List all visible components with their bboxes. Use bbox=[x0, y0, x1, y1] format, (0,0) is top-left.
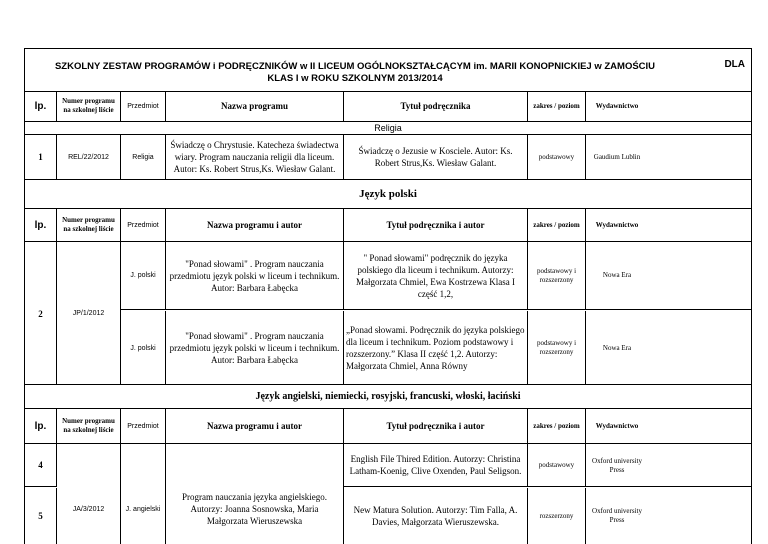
row1-wydawnictwo-label: Gaudium Lublin bbox=[593, 152, 641, 161]
row5-numer: JA/3/2012 bbox=[57, 444, 121, 544]
row4-lp: 4 bbox=[25, 444, 57, 487]
header3-zakres: zakres / poziom bbox=[528, 409, 586, 443]
row1-wydawnictwo bbox=[586, 135, 751, 179]
row4-wydawnictwo-label: Oxford university Press bbox=[592, 456, 642, 474]
header2-tytul: Tytuł podręcznika i autor bbox=[344, 209, 528, 241]
row1-zakres: podstawowy bbox=[528, 135, 586, 179]
row2-lp: 2 bbox=[25, 242, 57, 385]
row4-zakres: podstawowy bbox=[528, 444, 586, 487]
row4-wydawnictwo bbox=[586, 444, 751, 487]
document-title bbox=[25, 49, 751, 92]
table-row-religia bbox=[25, 135, 751, 180]
row2b bbox=[121, 311, 751, 385]
row2b-wydawnictwo bbox=[586, 311, 751, 385]
title-dla: DLA bbox=[724, 59, 745, 70]
row5-wydawnictwo-label: Oxford university Press bbox=[592, 507, 642, 524]
header2-zakres: zakres / poziom bbox=[528, 209, 586, 241]
row2b-przedmiot: J. polski bbox=[121, 311, 166, 385]
row5-nazwa: Program nauczania języka angielskiego. Autorzy: Joanna Sosnowska, Maria Małgorzata Wieruszewska bbox=[166, 444, 344, 544]
row5-zakres: rozszerzony bbox=[528, 488, 586, 544]
header-przedmiot: Przedmiot bbox=[121, 91, 166, 121]
header3-numer: Numer programu na szkolnej liście bbox=[57, 409, 121, 443]
header3-lp: lp. bbox=[25, 409, 57, 443]
row2a-wydawnictwo-label: Nowa Era bbox=[602, 271, 632, 279]
header-wydawnictwo-label: Wydawnictwo bbox=[595, 101, 639, 110]
section-obce: Język angielski, niemiecki, rosyjski, francuski, włoski, łaciński bbox=[25, 386, 751, 409]
table-row-polski bbox=[25, 242, 751, 385]
header3-wydawnictwo-label: Wydawnictwo bbox=[595, 421, 639, 430]
header3-nazwa: Nazwa programu i autor bbox=[166, 409, 344, 443]
row1-przedmiot: Religia bbox=[121, 135, 166, 179]
header-row-polski bbox=[25, 209, 751, 242]
header-wydawnictwo bbox=[586, 91, 751, 121]
row5-lp: 5 bbox=[25, 488, 57, 544]
header3-wydawnictwo bbox=[586, 409, 751, 443]
row2a-przedmiot: J. polski bbox=[121, 242, 166, 309]
row5-przedmiot: J. angielski bbox=[121, 444, 166, 544]
header2-nazwa: Nazwa programu i autor bbox=[166, 209, 344, 241]
document-sheet bbox=[24, 48, 752, 544]
row4-tytul: English File Thired Edition. Autorzy: Christina Latham-Koenig, Clive Oxenden, Paul Seligson. bbox=[344, 444, 528, 487]
section-polski: Język polski bbox=[25, 180, 751, 209]
row5-tytul: New Matura Solution. Autorzy: Tim Falla, A. Davies, Małgorzata Wieruszewska. bbox=[344, 488, 528, 544]
title-line-2: KLAS I w ROKU SZKOLNYM 2013/2014 bbox=[267, 73, 443, 84]
row1-nazwa: Świadczę o Chrystusie. Katecheza świadectwa wiary. Program nauczania religii dla liceum. Autor: Ks. Robert Strus,Ks. Wiesław Galant. bbox=[166, 135, 344, 179]
header2-lp: lp. bbox=[25, 209, 57, 241]
table-rows-angielski bbox=[25, 444, 751, 544]
row2-numer: JP/1/2012 bbox=[57, 242, 121, 385]
row2a-wydawnictwo bbox=[586, 242, 751, 309]
header2-wydawnictwo-label: Wydawnictwo bbox=[595, 220, 639, 229]
row2b-wydawnictwo-label: Nowa Era bbox=[602, 343, 632, 352]
header2-wydawnictwo bbox=[586, 209, 751, 241]
title-line-1: SZKOLNY ZESTAW PROGRAMÓW i PODRĘCZNIKÓW w II LICEUM OGÓLNOKSZTAŁCĄCYM im. MARII KONOPNICKIEJ w ZAMOŚCIU bbox=[54, 61, 656, 72]
header-nazwa: Nazwa programu bbox=[166, 91, 344, 121]
table-row-5 bbox=[25, 488, 751, 544]
row1-numer: REL/22/2012 bbox=[57, 135, 121, 179]
row1-lp: 1 bbox=[25, 135, 57, 179]
row1-tytul: Świadczę o Jezusie w Kosciele. Autor: Ks. Robert Strus,Ks. Wiesław Galant. bbox=[344, 135, 528, 179]
header-row-religia bbox=[25, 91, 751, 122]
header-numer: Numer programu na szkolnej liście bbox=[57, 91, 121, 121]
table-row-4 bbox=[25, 444, 751, 487]
row2b-zakres: podstawowy i rozszerzony bbox=[528, 311, 586, 385]
header-row-obce bbox=[25, 409, 751, 444]
row5-wydawnictwo bbox=[586, 488, 751, 544]
section-religia: Religia bbox=[25, 122, 751, 135]
row2a-tytul: " Ponad słowami" podręcznik do języka polskiego dla liceum i technikum. Autorzy: Małgorzata Chmiel, Ewa Kostrzewa Klasa I część 1,2, bbox=[344, 242, 528, 309]
header3-tytul: Tytuł podręcznika i autor bbox=[344, 409, 528, 443]
header2-numer: Numer programu na szkolnej liście bbox=[57, 209, 121, 241]
row2b-tytul: „Ponad słowami. Podręcznik do języka polskiego dla liceum i technikum. Poziom podstawowy i rozszerzony.” Klasa II część 1,2. Autorzy: Małgorzata Chmiel, Anna Równy bbox=[344, 311, 528, 385]
header2-przedmiot: Przedmiot bbox=[121, 209, 166, 241]
row2a-zakres: podstawowy i rozszerzony bbox=[528, 242, 586, 309]
row2b-nazwa: "Ponad słowami" . Program nauczania przedmiotu język polski w liceum i technikum. Autor: Barbara Łabęcka bbox=[166, 311, 344, 385]
header-lp: lp. bbox=[25, 91, 57, 121]
row2a-nazwa: "Ponad słowami" . Program nauczania przedmiotu język polski w liceum i technikum. Autor: Barbara Łabęcka bbox=[166, 242, 344, 309]
header-zakres: zakres / poziom bbox=[528, 91, 586, 121]
header3-przedmiot: Przedmiot bbox=[121, 409, 166, 443]
row2a bbox=[121, 242, 751, 310]
header-tytul: Tytuł podręcznika bbox=[344, 91, 528, 121]
